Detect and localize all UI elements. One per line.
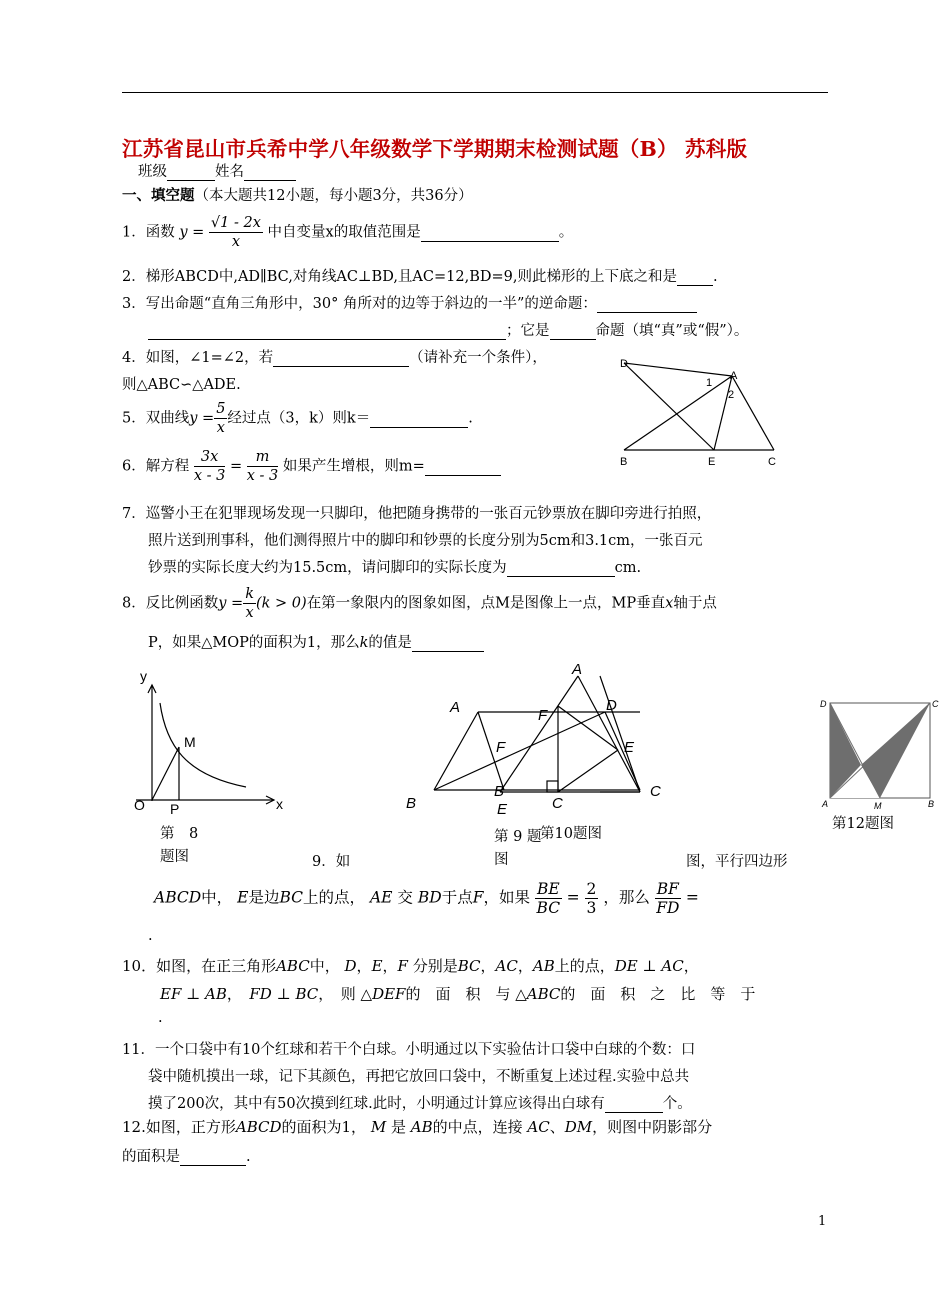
q10-dot: . bbox=[158, 1010, 163, 1026]
q12-dun: 、 bbox=[549, 1118, 565, 1136]
q4-answer-blank[interactable] bbox=[273, 350, 409, 367]
fig12-label-A: A bbox=[822, 799, 829, 809]
figure-10-right bbox=[600, 662, 661, 812]
question-11-line1 bbox=[122, 1038, 695, 1059]
question-10-line2: EF ⊥ AB， FD ⊥ BC， 则 △DEF的 面 积 与 △ABC的 面 积 之 比 等 于 bbox=[160, 985, 756, 1003]
q2-text: 2．梯形ABCD中,AD∥BC,对角线AC⊥BD,且AC=12,BD=9,则此梯形的上下底之和是 bbox=[122, 269, 677, 285]
fig8-caption-2: 题图 bbox=[160, 849, 189, 865]
q3-end: 命题（填“真”或“假”）。 bbox=[595, 323, 749, 339]
q1-numerator: √1 - 2x bbox=[210, 215, 261, 231]
q11-line1: 11．一个口袋中有10个红球和若干个白球。小明通过以下实验估计口袋中白球的个数：口 bbox=[122, 1042, 696, 1058]
question-4-line2 bbox=[122, 373, 241, 394]
q9-abcd: ABCD bbox=[154, 888, 202, 907]
q12-line2: 的面积是 bbox=[122, 1149, 180, 1165]
q6-num-2: m bbox=[247, 448, 279, 467]
q12-rest: ，则图中阴影部分 bbox=[592, 1118, 713, 1136]
q1-pre: 函数 bbox=[145, 224, 175, 241]
fig9-label-B: B bbox=[406, 795, 417, 812]
q2-end: . bbox=[712, 269, 718, 285]
q10-ze: ， 则 bbox=[318, 985, 356, 1003]
question-7-line1 bbox=[122, 502, 711, 523]
q9-f: F bbox=[472, 888, 484, 907]
q8-lhs: y = bbox=[218, 595, 244, 612]
fig8-label-M: M bbox=[184, 734, 196, 750]
q6-answer-blank[interactable] bbox=[425, 459, 501, 476]
q9-dot: . bbox=[148, 928, 153, 944]
fig4-label-C: C bbox=[768, 456, 776, 468]
q2-answer-blank[interactable] bbox=[677, 269, 713, 286]
q9-text-m: ，那么 bbox=[603, 888, 650, 907]
q12-answer-blank[interactable] bbox=[180, 1149, 246, 1166]
q9-pre: 9．如 bbox=[312, 854, 351, 870]
header-rule bbox=[122, 92, 828, 93]
q6-fraction-1 bbox=[194, 448, 226, 485]
figure-12 bbox=[818, 695, 938, 815]
q12-mid: 的面积为1， bbox=[281, 1118, 367, 1136]
q8-line2-post: 的值是 bbox=[368, 635, 412, 651]
question-8-line2 bbox=[148, 631, 484, 652]
q12-m: M bbox=[370, 1118, 387, 1136]
q6-post: 如果产生增根，则m= bbox=[282, 458, 425, 475]
q4-line2: 则△ABC∽△ADE. bbox=[122, 377, 241, 393]
q10-ef-ab: EF ⊥ AB bbox=[160, 985, 227, 1003]
question-6 bbox=[122, 448, 501, 485]
q10-abc2: △ABC bbox=[515, 985, 561, 1003]
q10-rest2: 的 面 积 之 比 等 于 bbox=[560, 985, 756, 1003]
class-name-line bbox=[138, 160, 296, 181]
q9-frac2-den: 3 bbox=[586, 899, 597, 917]
q10-ab: AB bbox=[532, 957, 555, 975]
fig4-label-D: D bbox=[620, 358, 628, 370]
q9-fraction-1 bbox=[535, 880, 562, 917]
fig9-caption: 第 9 题 bbox=[494, 829, 542, 845]
q3-answer-blank-3[interactable] bbox=[550, 323, 596, 340]
q8-fraction bbox=[243, 585, 256, 622]
q5-mid: 经过点（3，k）则k＝ bbox=[227, 410, 371, 427]
question-2 bbox=[122, 265, 718, 286]
fig12-caption: 第12题图 bbox=[832, 816, 894, 832]
q1-number: 1． bbox=[122, 224, 146, 241]
q8-condition: (k > 0) bbox=[255, 595, 307, 612]
fig8-label-P: P bbox=[170, 801, 180, 817]
q10-pre: 10．如图，在正三角形 bbox=[122, 957, 277, 975]
q9-text-l: ，如果 bbox=[483, 888, 530, 907]
q5-denominator: x bbox=[216, 420, 225, 436]
q8-axis: x bbox=[665, 595, 674, 612]
q9-text-h: 交 bbox=[397, 888, 413, 907]
q7-end: cm. bbox=[614, 560, 642, 576]
q5-numerator: 5 bbox=[216, 401, 226, 417]
q9-frac1-den: BC bbox=[536, 899, 561, 917]
fig4-label-B: B bbox=[620, 456, 628, 468]
q12-abcd: ABCD bbox=[235, 1118, 282, 1136]
q6-num-1: 3x bbox=[194, 448, 226, 467]
q1-lhs: y = bbox=[179, 224, 205, 241]
fig12-label-C: C bbox=[932, 699, 939, 709]
q10-zhong: 中， bbox=[309, 957, 340, 975]
question-7-line2 bbox=[148, 529, 703, 550]
q5-answer-blank[interactable] bbox=[370, 411, 468, 428]
fig8-label-O: O bbox=[134, 797, 145, 813]
section-title: 一、填空题 bbox=[122, 187, 195, 204]
fig10-label-D: D bbox=[606, 697, 617, 714]
q11-end: 个。 bbox=[662, 1096, 692, 1112]
q9-text-b: 中， bbox=[201, 888, 233, 907]
q9-frac3-den: FD bbox=[656, 899, 680, 917]
q8-k: k bbox=[359, 635, 369, 651]
q9-equals-2: = bbox=[685, 888, 699, 907]
question-9-line1-right bbox=[686, 850, 788, 871]
question-3-line2 bbox=[148, 319, 748, 340]
section-heading bbox=[122, 184, 473, 205]
fig10-label-E: E bbox=[624, 739, 635, 756]
q8-line2-pre: P，如果△MOP的面积为1，那么 bbox=[148, 635, 360, 651]
fig4-label-E: E bbox=[708, 456, 716, 468]
class-label: 班级 bbox=[138, 164, 167, 180]
q11-line3: 摸了200次，其中有50次摸到红球.此时，小明通过计算应该得出白球有 bbox=[148, 1096, 605, 1112]
fig8-label-x: x bbox=[276, 796, 283, 812]
q9-e: E bbox=[237, 888, 249, 907]
q12-pre: 12.如图，正方形 bbox=[122, 1118, 236, 1136]
q3-answer-blank-2[interactable] bbox=[148, 323, 506, 340]
fig10-caption: 第10题图 bbox=[540, 826, 602, 842]
q5-end: . bbox=[468, 410, 473, 427]
fig12-label-D: D bbox=[820, 699, 827, 709]
fig10-label-C-outer: C bbox=[650, 783, 661, 800]
q1-fraction bbox=[209, 214, 263, 251]
fig4-label-1: 1 bbox=[706, 377, 713, 389]
q9-post: 图，平行四边形 bbox=[686, 854, 788, 870]
q8-denominator: x bbox=[245, 605, 254, 621]
q4-post: （请补充一个条件）， bbox=[409, 350, 547, 366]
question-8-line1 bbox=[122, 585, 717, 622]
fig8-caption-1: 第 8 bbox=[160, 826, 199, 842]
fig9-caption-2: 图 bbox=[494, 852, 509, 868]
question-1 bbox=[122, 214, 573, 251]
q1-denominator: x bbox=[231, 234, 240, 250]
q1-post: 中自变量x的取值范围是 bbox=[267, 224, 421, 241]
q12-ac: AC bbox=[527, 1118, 550, 1136]
q9-frac2-num: 2 bbox=[586, 880, 597, 898]
q12-shi: 是 bbox=[390, 1118, 406, 1136]
q9-fraction-2 bbox=[585, 880, 599, 917]
q10-rest: 的 面 积 与 bbox=[405, 985, 511, 1003]
q9-bd: BD bbox=[417, 888, 442, 907]
q6-den-1: x - 3 bbox=[193, 468, 226, 484]
class-blank[interactable] bbox=[167, 164, 215, 181]
q10-shang: 上的点， bbox=[554, 957, 615, 975]
q10-ac: AC bbox=[495, 957, 518, 975]
question-12-line1 bbox=[122, 1116, 712, 1137]
question-10-line1: 10．如图，在正三角形ABC中， D，E，F 分别是BC，AC，AB上的点，DE ⊥ AC， bbox=[122, 957, 699, 975]
q9-equals: = bbox=[566, 888, 580, 907]
q6-equals: = bbox=[229, 458, 243, 475]
figure-10 bbox=[490, 661, 635, 812]
q1-end: 。 bbox=[558, 224, 574, 241]
q7-line2: 照片送到刑事科，他们测得照片中的脚印和钞票的长度分别为5cm和3.1cm，一张百元 bbox=[148, 533, 703, 549]
fig10-label-F: F bbox=[538, 707, 548, 724]
q3-mid: ；它是 bbox=[506, 323, 550, 339]
q4-pre: 4．如图，∠1=∠2，若 bbox=[122, 350, 274, 366]
name-label: 姓名 bbox=[215, 164, 244, 180]
q6-pre: 6．解方程 bbox=[122, 458, 190, 475]
fig4-label-A: A bbox=[730, 370, 738, 382]
section-note: （本大题共12小题，每小题3分，共36分） bbox=[194, 188, 473, 204]
page-number: 1 bbox=[818, 1214, 827, 1229]
fig8-label-y: y bbox=[140, 668, 147, 684]
q8-pre: 8．反比例函数 bbox=[122, 595, 219, 612]
fig9-label-A: A bbox=[450, 699, 461, 716]
q7-answer-blank[interactable] bbox=[507, 560, 615, 577]
q9-text-d: 是边 bbox=[248, 888, 280, 907]
fig10-label-C: C bbox=[552, 795, 563, 812]
q3-answer-blank-1[interactable] bbox=[597, 296, 697, 313]
figure-4 bbox=[618, 355, 778, 470]
name-blank[interactable] bbox=[244, 164, 296, 181]
question-12-line2 bbox=[122, 1145, 251, 1166]
q3-text: 3．写出命题“直角三角形中，30° 角所对的边等于斜边的一半”的逆命题： bbox=[122, 296, 597, 312]
fig10-label-B: B bbox=[494, 783, 505, 800]
fig12-label-B: B bbox=[928, 799, 935, 809]
fig4-label-2: 2 bbox=[728, 389, 735, 401]
figure-8 bbox=[130, 665, 290, 815]
q10-e: E bbox=[371, 957, 383, 975]
q10-def: △DEF bbox=[360, 985, 406, 1003]
q5-lhs: y = bbox=[189, 410, 215, 427]
q10-d: D bbox=[344, 957, 357, 975]
q8-end: 轴于点 bbox=[673, 595, 717, 612]
fig12-label-M: M bbox=[874, 801, 882, 811]
q10-bc: BC bbox=[457, 957, 481, 975]
question-7-line3 bbox=[148, 556, 641, 577]
fig9-label-F: F bbox=[496, 739, 506, 756]
question-9-line2 bbox=[154, 880, 699, 917]
q12-mid2: 的中点，连接 bbox=[432, 1118, 523, 1136]
question-4-line1 bbox=[122, 346, 547, 367]
question-11-line2 bbox=[148, 1065, 689, 1086]
q5-fraction bbox=[214, 400, 227, 437]
q9-ae: AE bbox=[369, 888, 393, 907]
q12-end: . bbox=[246, 1149, 251, 1165]
q10-abc: ABC bbox=[276, 957, 310, 975]
q5-pre: 5．双曲线 bbox=[122, 410, 190, 427]
fig9-label-E: E bbox=[497, 801, 508, 818]
page-title: 江苏省昆山市兵希中学八年级数学下学期期末检测试题（B） 苏科版 bbox=[122, 137, 748, 161]
q9-text-f: 上的点， bbox=[303, 888, 366, 907]
q10-fenbie: 分别是 bbox=[412, 957, 458, 975]
q11-line2: 袋中随机摸出一球，记下其颜色，再把它放回口袋中，不断重复上述过程.实验中总共 bbox=[148, 1069, 690, 1085]
q9-text-j: 于点 bbox=[441, 888, 473, 907]
q10-de-ac: DE ⊥ AC bbox=[614, 957, 684, 975]
question-3-line1 bbox=[122, 292, 697, 313]
fig10-label-A: A bbox=[572, 661, 583, 678]
q11-answer-blank[interactable] bbox=[605, 1096, 663, 1113]
q10-f: F bbox=[397, 957, 408, 975]
q12-ab: AB bbox=[410, 1118, 433, 1136]
q9-fraction-3 bbox=[655, 880, 681, 917]
q7-line1: 7．巡警小王在犯罪现场发现一只脚印，他把随身携带的一张百元钞票放在脚印旁进行拍照， bbox=[122, 506, 712, 522]
q6-fraction-2 bbox=[247, 448, 279, 485]
question-9-line1-left bbox=[312, 850, 350, 871]
q9-frac3-num: BF bbox=[656, 880, 679, 898]
q8-answer-blank[interactable] bbox=[412, 635, 484, 652]
q6-den-2: x - 3 bbox=[246, 468, 279, 484]
q1-answer-blank[interactable] bbox=[421, 225, 559, 242]
q10-fd-bc: FD ⊥ BC bbox=[249, 985, 319, 1003]
question-11-line3 bbox=[148, 1092, 692, 1113]
question-5 bbox=[122, 400, 473, 437]
q8-numerator: k bbox=[245, 586, 254, 602]
q9-frac1-num: BE bbox=[536, 880, 560, 898]
q8-mid: 在第一象限内的图象如图，点M是图像上一点，MP垂直 bbox=[306, 595, 666, 612]
q12-dm: DM bbox=[564, 1118, 593, 1136]
q9-bc: BC bbox=[279, 888, 304, 907]
q7-line3: 钞票的实际长度大约为15.5cm，请问脚印的实际长度为 bbox=[148, 560, 507, 576]
